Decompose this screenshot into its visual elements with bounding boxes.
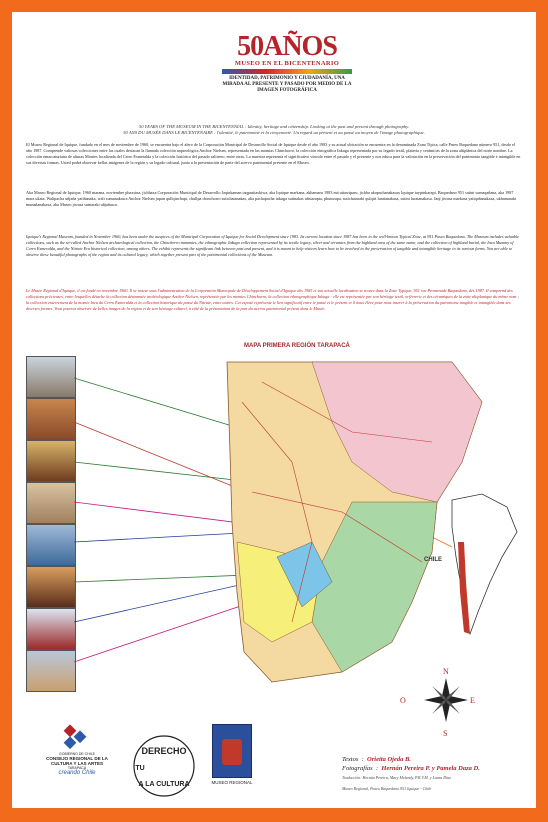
derecho-logo: [124, 730, 204, 802]
chile-label: CHILE: [424, 557, 442, 563]
logo-tagline: IDENTIDAD, PATRIMONIO Y CIUDADANÍA, UNA MIRADA AL PRESENTE Y PASADO POR MEDIO DE LA IMAGEN FOTOGRÁFICA: [222, 76, 352, 93]
logo-subtitle: MUSEO EN EL BICENTENARIO: [234, 60, 340, 67]
museo-logo: [208, 724, 256, 785]
derecho-left: TU: [135, 765, 145, 772]
compass-e: E: [470, 696, 475, 705]
fotos-value: Hernán Pereira P. y Pamela Daza D.: [381, 765, 480, 772]
map-title: MAPA PRIMERA REGIÓN TARAPACÁ: [244, 343, 350, 349]
logo-color-band: [222, 69, 352, 74]
fotos-label: Fotografías: [342, 765, 373, 772]
textos-label: Textos: [342, 756, 359, 763]
consejo-line3: TARAPACÁ: [67, 766, 87, 770]
consejo-emblem-icon: [60, 724, 94, 752]
logo-number: 50AÑOS: [237, 31, 337, 62]
address: Museo Regional, Paseo Baquedano 951 Iquique - Chile: [342, 786, 432, 791]
derecho-circle-icon: [124, 730, 204, 802]
derecho-top: DERECHO: [141, 746, 187, 756]
derecho-bottom: A LA CULTURA: [138, 781, 190, 788]
museo-label: MUSEO REGIONAL: [211, 780, 253, 785]
credits: Textos : Orietta Ojeda B. Fotografías : Hernán Pereira P. y Pamela Daza D. Traducción: Hernán Pereira, Mary Melendy, P.R.V.M. y Laura Díaz Museo Regional, Paseo Baquedano 951 Iquique - Chile: [342, 756, 480, 791]
paragraph-french: Le Musée Régional d'Iquique, il est fondé en novembre 1960. Il se trouve sous l'administration de la Corporation Municipale de Développement Social d'Iquique dès 1983 et son actuelle localisation se trouve dans la Zone Typique, 951 rue Promenade Baquedano, dès 1987. Il comprend des collections précieuses, entre lesquelles détache la collection dénommée archéologique Anchor Nielsen, représentée par les momies Chinchorro, la collection ethnographique Inkuga : elle est représentée par son héritage textil, orfèvrerie et des céramiques de la zone altiplanique du même nom ; la collection enterrement de la momie Inca du Cerro Esmeralda et la collection historique du passé du Nitrate, entre autres. Cet exposé représente le lien significatif entre le passé et le présent et il nous élève pour nous inserer à la préservation du patrimoine tangible et intangible dans ses diverses formes. Vous pourrez observer de belles images de la région et de son héritage culturel, à côté de la présentation de la part du acervo patrimonial présent dans le Musée.: [26, 288, 519, 311]
paragraph-aymara: Aka Museo Regional de Iquique, 1960 marana, noviembre phaxsina, jichhaxa Corporación Municipal de Desarrollo Jaqinkaman taqpasitaskiwa, aka Iquique markana, akhamaru 1983 mä uttawiparu, jichha akapachanakasax Iquique taypinkarapi, Baquedano 951 sutini sarnaqañana, aka 1987 mara ukata. Walipacha uñjaña yatiñanaka, wali sumanakawa Anchor Nielsen jupan qullqinchapi, chullpa chinchorro sutichatanakas, aka pachapacha inkuga sutinakas uñstarapta, phuturapa, sutichataraki qulqiri luratanakasa, sutini luratanakasa. Jaqi jiwasa markasa yatiqañanakaxa, ukhamaraki munañanakaxa, aka Museo jiwasa sumaraki uñjañawa.: [26, 190, 517, 207]
textos-value: Orietta Ojeda B.: [367, 756, 411, 763]
connector-line: [74, 378, 252, 432]
intro-block: [32, 124, 516, 136]
paragraph-spanish: El Museo Regional de Iquique, fundado en el mes de noviembre de 1960, se encuentra bajo el alero de la Corporación Municipal de Desarrollo Social de Iquique desde el año 1983 y su actual ubicación se encuentra en la denominada Zona Típica, calle Paseo Baquedano número 951, desde el año 1987. Comprende valiosas colecciones entre las cuales destacan la llamada colección arqueológica Anchor Nielsen, representada en las momias Chinchorro, la colección etnográfica Inkuga representada por su legado textil, platería y cerámicas de la zona altiplánica del norte nombre. La colección emarcaturiana de alturas Montes localizada del Cerro Esmeralda y la colección histórica del pasado salitrero, entre otras. La muestra representa el significativo vínculo entre el pasado y el presente y nos educa para la valoración en la preservación del patrimonio tangible e intangible en sus diversas formas. Usted podrá observar bellas imágenes de la región y su legado cultural, junto a la presentación de parte del acervo patrimonial presente en el Museo.: [26, 142, 521, 165]
intro-french: 50 ANS DU MUSÉE DANS LE BICENTENAIRE : l'identité, le patrimoine et la citoyenneté. Un regard au présent et au passé au moyen de l'image photographique.: [123, 130, 425, 135]
region-map: [12, 342, 536, 742]
consejo-line1: GOBIERNO DE CHILE: [59, 752, 95, 756]
compass-n: N: [443, 667, 449, 676]
consejo-logo: [42, 724, 112, 776]
consejo-line2: CONSEJO REGIONAL DE LA CULTURA Y LAS ARTES: [46, 756, 108, 766]
translation-credit: Traducción: Hernán Pereira, Mary Melendy, P.R.V.M. y Laura Díaz: [342, 775, 451, 780]
paragraph-english: Iquique's Regional Museum, founded in November 1960, has been under the auspices of the Municipal Corporation of Iquique for Social Development since 1983. Its current location since 1987 has been in the well-known Typical Zone, at 951 Paseo Baquedano. The Museum includes valuable collections, such as the so-called Anchor Nielsen archaeological collection, the Chinchorro mummies, the ethnographic Inkuga collection represented by its textile legacy, silver and ceramics from the highland area of the same name, and the collection of highland burial, the Inca Mummy of Cerro Esmeralda, and the Nitrate Era historical collection, among others. The exhibit represents the significant link between past and present, and it is meant to help visitors learn how to be involved in the preservation of tangible and intangible heritage in its various forms. You are able to observe these beautiful photographs of the region and its cultural legacy, which together present part of the patrimonial collections of the Museum.: [26, 234, 519, 257]
creando-chile: creando Chile: [58, 770, 96, 776]
compass-s: S: [443, 729, 448, 738]
compass-o: O: [400, 696, 406, 705]
compass-rose-icon: [424, 678, 468, 722]
poster: [12, 12, 536, 808]
intro-english: 50 YEARS OF THE MUSEUM IN THE BICENTENNIAL : Identity, heritage and citizenship. Looking at the past and present through photography.: [138, 124, 410, 129]
museo-shield-icon: [212, 724, 252, 778]
anniversary-logo: [222, 31, 352, 94]
